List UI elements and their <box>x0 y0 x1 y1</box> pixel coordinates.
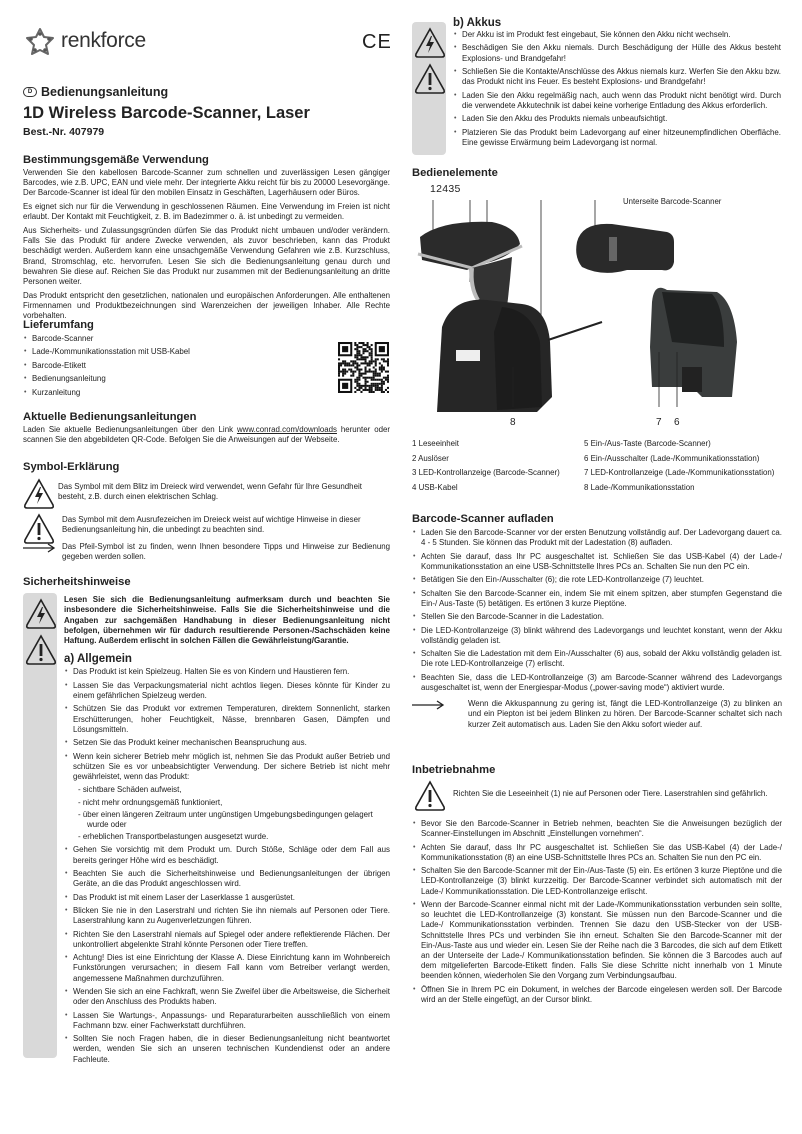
ce-mark: CE <box>362 31 392 53</box>
paragraph: Aus Sicherheits- und Zulassungsgründen dürfen Sie das Produkt nicht umbauen und/oder verändern. Falls Sie das Produkt für andere Zwecke verwenden, als zuvor beschrieben, kann das Produkt beschädigt werden. Außerdem kann eine unsachgemäße Verwendung Gefahren wie z.B. Kurzschluss, Brand, Stromschlag, etc. hervorrufen. Lesen Sie sich die Bedienungsanleitung genau durch und bewahren Sie diese auf. Reichen Sie das Produkt nur zusammen mit der Bedienungsanleitung an dritte Personen weiter. <box>23 226 390 287</box>
list-item: • Öffnen Sie in Ihrem PC ein Dokument, in welches der Barcode eingelesen werden soll. Der Barcode wird an der Stelle eingefügt, an der Cursor blinkt. <box>412 985 782 1005</box>
list-item: • Lassen Sie das Verpackungsmaterial nicht achtlos liegen. Dieses könnte für Kinder zu einem gefährlichen Spielzeug werden. <box>64 681 390 701</box>
figure-label-6: 6 <box>674 417 680 428</box>
exclamation-warning-icon <box>25 634 57 666</box>
list-item: • Achten Sie darauf, dass Ihr PC ausgeschaltet ist. Schließen Sie das USB-Kabel (4) der Lade-/ Kommunikationsstation (8) an eine USB-Schnittstelle Ihres PCs an. Schalten Sie nun den PC ein. <box>412 843 782 863</box>
list-item: • Bedienungsanleitung <box>23 374 323 384</box>
lightning-warning-icon <box>414 27 446 59</box>
list-item-list <box>23 334 323 398</box>
list-item: • Schalten Sie den Barcode-Scanner mit der Ein-/Aus-Taste (5) ein. Es ertönen 3 kurze Pieptöne und die LED-Kontrollanzeige (3) blinkt kurzzeitig. Der Barcode-Scanner verbindet sich automatisch mit der Lade-/ Kommunikationsstation. Die LED-Kontrollanzeige erlischt. <box>412 866 782 897</box>
list-item: • Der Akku ist im Produkt fest eingebaut, Sie können den Akku nicht wechseln. <box>453 30 781 40</box>
part-item: 5 Ein-/Aus-Taste (Barcode-Scanner) <box>584 439 711 448</box>
sub-list-item: - über einen längeren Zeitraum unter ungünstigen Umgebungsbedingungen gelagert wurde oder <box>78 809 373 830</box>
section-charging <box>412 513 782 730</box>
scanner-illustration <box>412 182 782 417</box>
figure-label-top: 12435 <box>430 183 461 195</box>
list-item: • Stellen Sie den Barcode-Scanner in die Ladestation. <box>412 612 782 622</box>
section-setup <box>412 764 782 1008</box>
list-item: • Kurzanleitung <box>23 388 323 398</box>
heading: Inbetriebnahme <box>412 764 496 776</box>
list-item: • Sollten Sie noch Fragen haben, die in dieser Bedienungsanleitung nicht beantwortet werden, wenden Sie sich an unseren technischen Kundendienst oder an andere Fachleute. <box>64 1034 390 1065</box>
laser-warning-text: Richten Sie die Leseeinheit (1) nie auf Personen oder Tiere. Laserstrahlen sind gefährlich. <box>453 789 768 798</box>
list-item: • Schalten Sie den Barcode-Scanner ein, indem Sie mit einem spitzen, aber stumpfen Gegenstand die Ein-/ Aus-Taste (5) betätigen. Es ertönen 3 kurze Pieptöne. <box>412 589 782 609</box>
section-intended-use <box>23 154 390 325</box>
doc-type: Bedienungsanleitung <box>41 85 169 99</box>
list-item-list <box>64 845 390 1064</box>
list-item-list <box>412 528 782 693</box>
list-item-list <box>64 667 390 782</box>
language-badge: D <box>23 87 37 97</box>
arrow-icon <box>412 700 446 710</box>
list-item: • Achtung! Dies ist eine Einrichtung der Klasse A. Diese Einrichtung kann im Wohnbereich Funkstörungen verursachen; in diesem Fall kann vom Betreiber verlangt werden, angemessene Maßnahmen durchzuführen. <box>64 953 390 984</box>
section-safety <box>23 576 131 588</box>
exclamation-warning-icon <box>414 63 446 95</box>
symbol-exclamation-text: Das Symbol mit dem Ausrufezeichen im Dreieck weist auf wichtige Hinweise in dieser Bedienungsanleitung hin, die unbedingt zu beachten sind. <box>62 515 361 535</box>
list-item: • Beachten Sie auch die Sicherheitshinweise und Bedienungsanleitungen der übrigen Geräte, an die das Produkt angeschlossen wird. <box>64 869 390 889</box>
sub-list-item: - sichtbare Schäden aufweist, <box>78 785 182 795</box>
lightning-warning-icon <box>23 478 55 510</box>
paragraph-list <box>23 168 390 321</box>
safety-content <box>64 595 390 1068</box>
list-item: • Laden Sie den Akku regelmäßig nach, auch wenn das Produkt nicht benötigt wird. Durch die verwendete Akkutechnik ist dabei keine vorherige Entladung des Akkus erforderlich. <box>453 91 781 111</box>
section-contents <box>23 319 323 401</box>
safety-intro: Lesen Sie sich die Bedienungsanleitung aufmerksam durch und beachten Sie insbesondere die Sicherheitshinweise. Falls Sie die Sicherheitshinweise und die Angaben zur sachgemäßen Handhabung in dieser Bedienungsanleitung nicht befolgen, übernehmen wir für dadurch resultierende Personen-/Sachschäden keine Haftung. Außerdem erlischt in solchen Fällen die Gewährleistung/Garantie. <box>64 595 390 646</box>
list-item: • Betätigen Sie den Ein-/Ausschalter (6); die rote LED-Kontrollanzeige (7) leuchtet. <box>412 575 782 585</box>
list-item: • Richten Sie den Laserstrahl niemals auf Spiegel oder andere reflektierende Flächen. Der unkontrolliert abgelenkte Strahl könnte Personen oder Tiere treffen. <box>64 930 390 950</box>
list-item: • Wenden Sie sich an eine Fachkraft, wenn Sie Zweifel über die Arbeitsweise, die Sicherheit oder den Anschluss des Produkts haben. <box>64 987 390 1007</box>
list-item: • Beachten Sie, dass die LED-Kontrollanzeige (3) am Barcode-Scanner während des Ladevorgangs ausgeschaltet ist, wenn der Energiespar-Modus („power-saving mode“) aktiviert wurde. <box>412 673 782 693</box>
heading: Bestimmungsgemäße Verwendung <box>23 154 209 166</box>
figure-label-8: 8 <box>510 417 516 428</box>
heading: Aktuelle Bedienungsanleitungen <box>23 411 197 423</box>
list-item: • Beschädigen Sie den Akku niemals. Durch Beschädigung der Hülle des Akkus besteht Explosions- und Brandgefahr! <box>453 43 781 63</box>
exclamation-warning-icon <box>23 513 55 545</box>
brand-name: renkforce <box>61 29 146 52</box>
list-item: • Schützen Sie das Produkt vor extremen Temperaturen, direktem Sonnenlicht, starken Erschütterungen, hoher Feuchtigkeit, Nässe, brennbaren Gasen, Dämpfen und Lösungsmitteln. <box>64 704 390 735</box>
sub-list-item-list <box>78 785 390 842</box>
page-title: 1D Wireless Barcode-Scanner, Laser <box>23 104 310 122</box>
parts-list-right <box>584 437 782 495</box>
list-item: • Das Produkt ist kein Spielzeug. Halten Sie es von Kindern und Haustieren fern. <box>64 667 390 677</box>
sub-list-item: - erheblichen Transportbelastungen ausgesetzt wurde. <box>78 832 269 842</box>
list-item: • Die LED-Kontrollanzeige (3) blinkt während des Ladevorgangs und leuchtet konstant, wenn der Akku vollständig geladen ist. <box>412 626 782 646</box>
part-item: 8 Lade-/Kommunikationsstation <box>584 482 695 492</box>
text: Laden Sie aktuelle Bedienungsanleitungen über den Link <box>23 425 237 434</box>
list-item: • Lassen Sie Wartungs-, Anpassungs- und Reparaturarbeiten ausschließlich von einem Fachmann bzw. einer Fachwerkstatt durchführen. <box>64 1011 390 1031</box>
part-item: 6 Ein-/Ausschalter (Lade-/Kommunikationsstation) <box>584 453 760 463</box>
list-item: • Laden Sie den Barcode-Scanner vor der ersten Benutzung vollständig auf. Der Ladevorgang dauert ca. 4 - 5 Stunden. Sie können das Produkt mit der Ladestation (8) aufladen. <box>412 528 782 548</box>
figure-caption-underside: Unterseite Barcode-Scanner <box>623 197 722 206</box>
list-item-list <box>453 30 781 148</box>
list-item: • Barcode-Etikett <box>23 361 323 371</box>
list-item: • Wenn kein sicherer Betrieb mehr möglich ist, nehmen Sie das Produkt außer Betrieb und schützen Sie es vor unbeabsichtigter Verwendung. Der sichere Betrieb ist nicht mehr gewährleistet, wenn das Produkt: <box>64 752 390 783</box>
qr-code[interactable] <box>338 342 389 398</box>
heading: Lieferumfang <box>23 319 94 331</box>
part-item: 2 Auslöser <box>412 453 449 463</box>
text: herunter oder scannen Sie den abgebildeten QR-Code. Befolgen Sie die Anweisungen auf der Webseite. <box>23 425 390 445</box>
heading: Sicherheitshinweise <box>23 576 131 588</box>
list-item: • Gehen Sie vorsichtig mit dem Produkt um. Durch Stöße, Schläge oder dem Fall aus bereits geringer Höhe wird es beschädigt. <box>64 845 390 865</box>
paragraph: Verwenden Sie den kabellosen Barcode-Scanner zum schnellen und zuverlässigen Lesen gängiger Barcodes, wie z.B. UPC, EAN und viele mehr. Der integrierte Akku reicht für bis zu 20000 Lesevorgänge. Der Barcode-Scanner ist ideal für den mobilen Einsatz in Geschäften, Lagerhäusern oder Büros. <box>23 168 390 198</box>
list-item: • Wenn der Barcode-Scanner einmal nicht mit der Lade-/Kommunikationsstation verbunden sein sollte, so leuchtet die LED-Kontrollanzeige (3) konstant. Sie müssen nun den Barcode-Scanner und die Lade-/ Kommunikationsstation verbinden. Trennen Sie dazu den USB-Stecker von der USB-Schnittstelle Ihres PCs und verbinden Sie ihn erneut. Schalten Sie den Barcode-Scanner mit der Ein-/Aus-Taste aus und wieder ein. Lesen Sie der Reihe nach die 3 Barcodes, die sich auf dem Etikett an der Unterseite der Lade-/ Kommunikationsstation befinden. Sie können die 3 Barcodes auch auf dem mitgelieferten Barcode-Etikett finden. Falls Sie diese Schritte nicht innerhalb von 1 Minute beenden können, wiederholen Sie den Vorgang zum Verbindungsaufbau. <box>412 900 782 982</box>
paragraph: Das Produkt entspricht den gesetzlichen, nationalen und europäischen Anforderungen. Alle enthaltenen Firmennamen und Produktbezeichnungen sind Warenzeichen der jeweiligen Inhaber. Alle Rechte vorbehalten. <box>23 290 390 321</box>
list-item: • Setzen Sie das Produkt keiner mechanischen Beanspruchung aus. <box>64 738 390 748</box>
part-item: 4 USB-Kabel <box>412 482 458 492</box>
list-item: • Das Produkt ist mit einem Laser der Laserklasse 1 ausgerüstet. <box>64 893 390 903</box>
list-item: • Achten Sie darauf, dass Ihr PC ausgeschaltet ist. Schließen Sie das USB-Kabel (4) der Lade-/ Kommunikationsstation an eine USB-Schnittstelle Ihres PCs an. Schalten Sie nun den PC ein. <box>412 552 782 572</box>
list-item: • Blicken Sie nie in den Laserstrahl und richten Sie ihn niemals auf Personen oder Tiere. Laserstrahlung kann zu Augenverletzungen führen. <box>64 906 390 926</box>
subheading-batteries: b) Akkus <box>453 17 502 29</box>
section-symbols <box>23 461 390 473</box>
symbol-lightning-text: Das Symbol mit dem Blitz im Dreieck wird verwendet, wenn Gefahr für Ihre Gesundheit besteht, z.B. durch einen elektrischen Schlag. <box>58 482 362 502</box>
section-controls <box>412 167 498 179</box>
sub-list-item: - nicht mehr ordnungsgemäß funktioniert, <box>78 797 223 807</box>
heading: Barcode-Scanner aufladen <box>412 513 554 525</box>
renkforce-logo <box>24 26 146 63</box>
section-downloads <box>23 411 390 445</box>
list-item: • Platzieren Sie das Produkt beim Ladevorgang auf einer hitzeunempfindlichen Oberfläche. Eine gewisse Erwärmung beim Ladevorgang ist normal. <box>453 128 781 148</box>
part-item: 3 LED-Kontrollanzeige (Barcode-Scanner) <box>412 468 560 477</box>
tip-text: Wenn die Akkuspannung zu gering ist, fängt die LED-Kontrollanzeige (3) zu blinken an und ein Piepton ist bei jedem Blinken zu hören. Der Barcode-Scanner schaltet sich nach kurzer Zeit automatisch aus. Laden Sie den Akku sofort wieder auf. <box>468 699 782 729</box>
order-number: Best.-Nr. 407979 <box>23 126 105 138</box>
symbol-arrow-text: Das Pfeil-Symbol ist zu finden, wenn Ihnen besondere Tipps und Hinweise zur Bedienung gegeben werden sollen. <box>62 542 390 562</box>
paragraph: Es eignet sich nur für die Verwendung in geschlossenen Räumen. Eine Verwendung im Freien ist nicht erlaubt. Der Kontakt mit Feuchtigkeit, z. B. im Badezimmer o. ä. ist unbedingt zu vermeiden. <box>23 202 390 222</box>
lightning-warning-icon <box>25 598 57 630</box>
figure-label-7: 7 <box>656 417 662 428</box>
arrow-icon <box>23 543 57 553</box>
part-item: 7 LED-Kontrollanzeige (Lade-/Kommunikationsstation) <box>584 468 775 477</box>
product-figure <box>412 182 782 432</box>
heading: Symbol-Erklärung <box>23 461 120 473</box>
heading: Bedienelemente <box>412 167 498 179</box>
list-item: • Lade-/Kommunikationsstation mit USB-Kabel <box>23 347 323 357</box>
list-item: • Bevor Sie den Barcode-Scanner in Betrieb nehmen, beachten Sie die Anweisungen bezüglich der Scanner-Einstellungen im Abschnitt „Einstellungen vornehmen“. <box>412 819 782 839</box>
section-batteries <box>453 17 781 151</box>
list-item: • Laden Sie den Akku des Produkts niemals unbeaufsichtigt. <box>453 114 781 124</box>
tip-note <box>412 699 782 730</box>
list-item-list <box>412 819 782 1005</box>
list-item: • Schließen Sie die Kontakte/Anschlüsse des Akkus niemals kurz. Werfen Sie den Akku bzw. das Produkt nicht ins Feuer. Es besteht Explosions- und Brandgefahr! <box>453 67 781 87</box>
download-link[interactable]: www.conrad.com/downloads <box>236 425 337 434</box>
list-item: • Barcode-Scanner <box>23 334 323 344</box>
subheading-general: a) Allgemein <box>64 653 132 666</box>
exclamation-warning-icon <box>414 780 446 812</box>
renkforce-star-icon <box>24 26 56 58</box>
part-item: 1 Leseeinheit <box>412 439 459 448</box>
list-item: • Schalten Sie die Ladestation mit dem Ein-/Ausschalter (6) aus, sobald der Akku vollständig geladen ist. Die rote LED-Kontrollanzeige (7) erlischt. <box>412 649 782 669</box>
parts-list-left <box>412 437 582 495</box>
